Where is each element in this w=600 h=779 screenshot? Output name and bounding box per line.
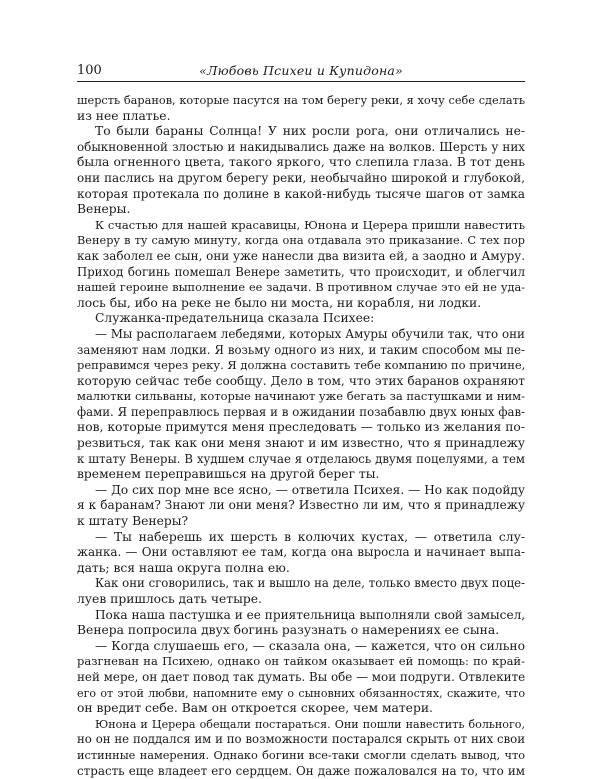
text-line: была огненного цвета, такого яркого, что слепила глаза. В тот день (77, 155, 525, 170)
text-line: его от этой любви, напомните ему о сыновних обязанностях, скажите, что (77, 686, 525, 700)
text-line: лось бы, ибо на реке не было ни моста, ни корабля, ни лодки. (77, 295, 482, 310)
text-line: Венера попросила двух богинь разузнать о намерениях ее сына. (77, 623, 500, 638)
header-rule (77, 81, 525, 82)
text-line: Служанка-предательница сказала Психее: (95, 311, 375, 326)
text-line: временем переправишься на другой берег ты. (77, 467, 380, 482)
running-title: «Любовь Психеи и Купидона» (199, 63, 403, 78)
text-line: нов, которые примутся меня преследовать — только из желания по- (77, 420, 525, 435)
text-line: дать; вся наша округа полна ею. (77, 560, 290, 575)
text-line: Приход богинь помешал Венере заметить, что происходит, и облегчил (77, 264, 525, 279)
text-line: — Ты наберешь их шерсть в колючих кустах, — ответила слу- (95, 529, 525, 544)
text-line: Венеру в ту самую минуту, когда она отдавала это приказание. С тех пор (77, 234, 525, 248)
text-line: к штату Венеры. В худшем случае я отделаюсь двумя поцелуями, а тем (77, 451, 525, 466)
text-line: То были бараны Солнца! У них росли рога, они отличались не- (95, 124, 525, 139)
text-line: фами. Я переправлюсь первая и в ожидании позабавлю двух юных фав- (77, 404, 525, 419)
text-line: малютки сильваны, которые начинают уже бегать за пастушками и ним- (77, 389, 525, 404)
text-line: К счастью для нашей красавицы, Юнона и Церера пришли навестить (95, 217, 525, 232)
text-line: луев пришлось дать четыре. (77, 592, 262, 606)
text-line: реправимся через реку. Я должна составить тебе компанию по причине, (77, 358, 526, 373)
text-line: которая протекала по долине в какой-нибудь тысяче шагов от замка (77, 186, 525, 201)
text-line: заменяют нам лодки. Я возьму одного из них, и таким способом мы пе- (77, 342, 525, 357)
text-line: шерсть баранов, которые пасутся на том берегу реки, я хочу себе сделать (77, 94, 525, 107)
text-line: жанка. — Они оставляют ее там, когда она выросла и начинает выпа- (77, 545, 525, 560)
text-line: из нее платье. (77, 108, 171, 123)
text-line: как заболел ее сын, они уже нанесли два визита ей, а заодно и Амуру. (77, 248, 525, 263)
page-header (77, 63, 525, 81)
text-line: Юнона и Церера обещали постараться. Они пошли навестить больного, (95, 717, 525, 731)
text-line: разгневан на Психею, однако он тайком оказывает ей помощь: по край- (77, 654, 525, 669)
text-line: они паслись на другом берегу реки, необычайно широкой и глубокой, (77, 170, 525, 185)
text-line: страсть еще владеет его сердцем. Он даже пожаловался на то, что им (77, 763, 525, 778)
body-text (77, 93, 525, 779)
text-line: обыкновенной злостью и накидывались даже на волков. Шерсть у них (77, 139, 525, 154)
text-line: нашей героине выполнение ее задачи. В противном случае это ей не уда- (77, 281, 525, 295)
text-line: которую сейчас тебе сообщу. Дело в том, что этих баранов охраняют (77, 373, 525, 388)
text-line: — Когда слушаешь его, — сказала она, — кажется, что он сильно (95, 638, 525, 653)
text-line: Пока наша пастушка и ее приятельница выполняли свой замысел, (95, 607, 526, 622)
text-line: резвиться, так как они меня знают и им известно, что я принадлежу (77, 436, 525, 451)
text-line: истинные намерения. Однако богини все-таки смогли сделать вывод, что (77, 748, 525, 762)
text-line: Венеры. (77, 202, 131, 217)
text-line: ней мере, он дает повод так думать. Вы обе — мои подруги. Отвлеките (77, 669, 526, 684)
text-line: — До сих пор мне все ясно, — ответила Психея. — Но как подойду (95, 482, 525, 497)
text-line: но он не поддался им и по возможности постарался скрыть от них свои (77, 732, 525, 747)
page-number: 100 (77, 63, 102, 78)
text-line: Как они сговорились, так и вышло на деле, только вместо двух поце- (95, 576, 525, 591)
text-line: я к баранам? Знают ли они меня? Известно ли им, что я принадлежу (77, 498, 525, 513)
text-line: — Мы располагаем лебедями, которых Амуры обучили так, что они (95, 326, 525, 341)
text-line: он вредит себе. Вам он откроется скорее, чем матери. (77, 701, 433, 716)
text-line: к штату Венеры? (77, 514, 189, 529)
